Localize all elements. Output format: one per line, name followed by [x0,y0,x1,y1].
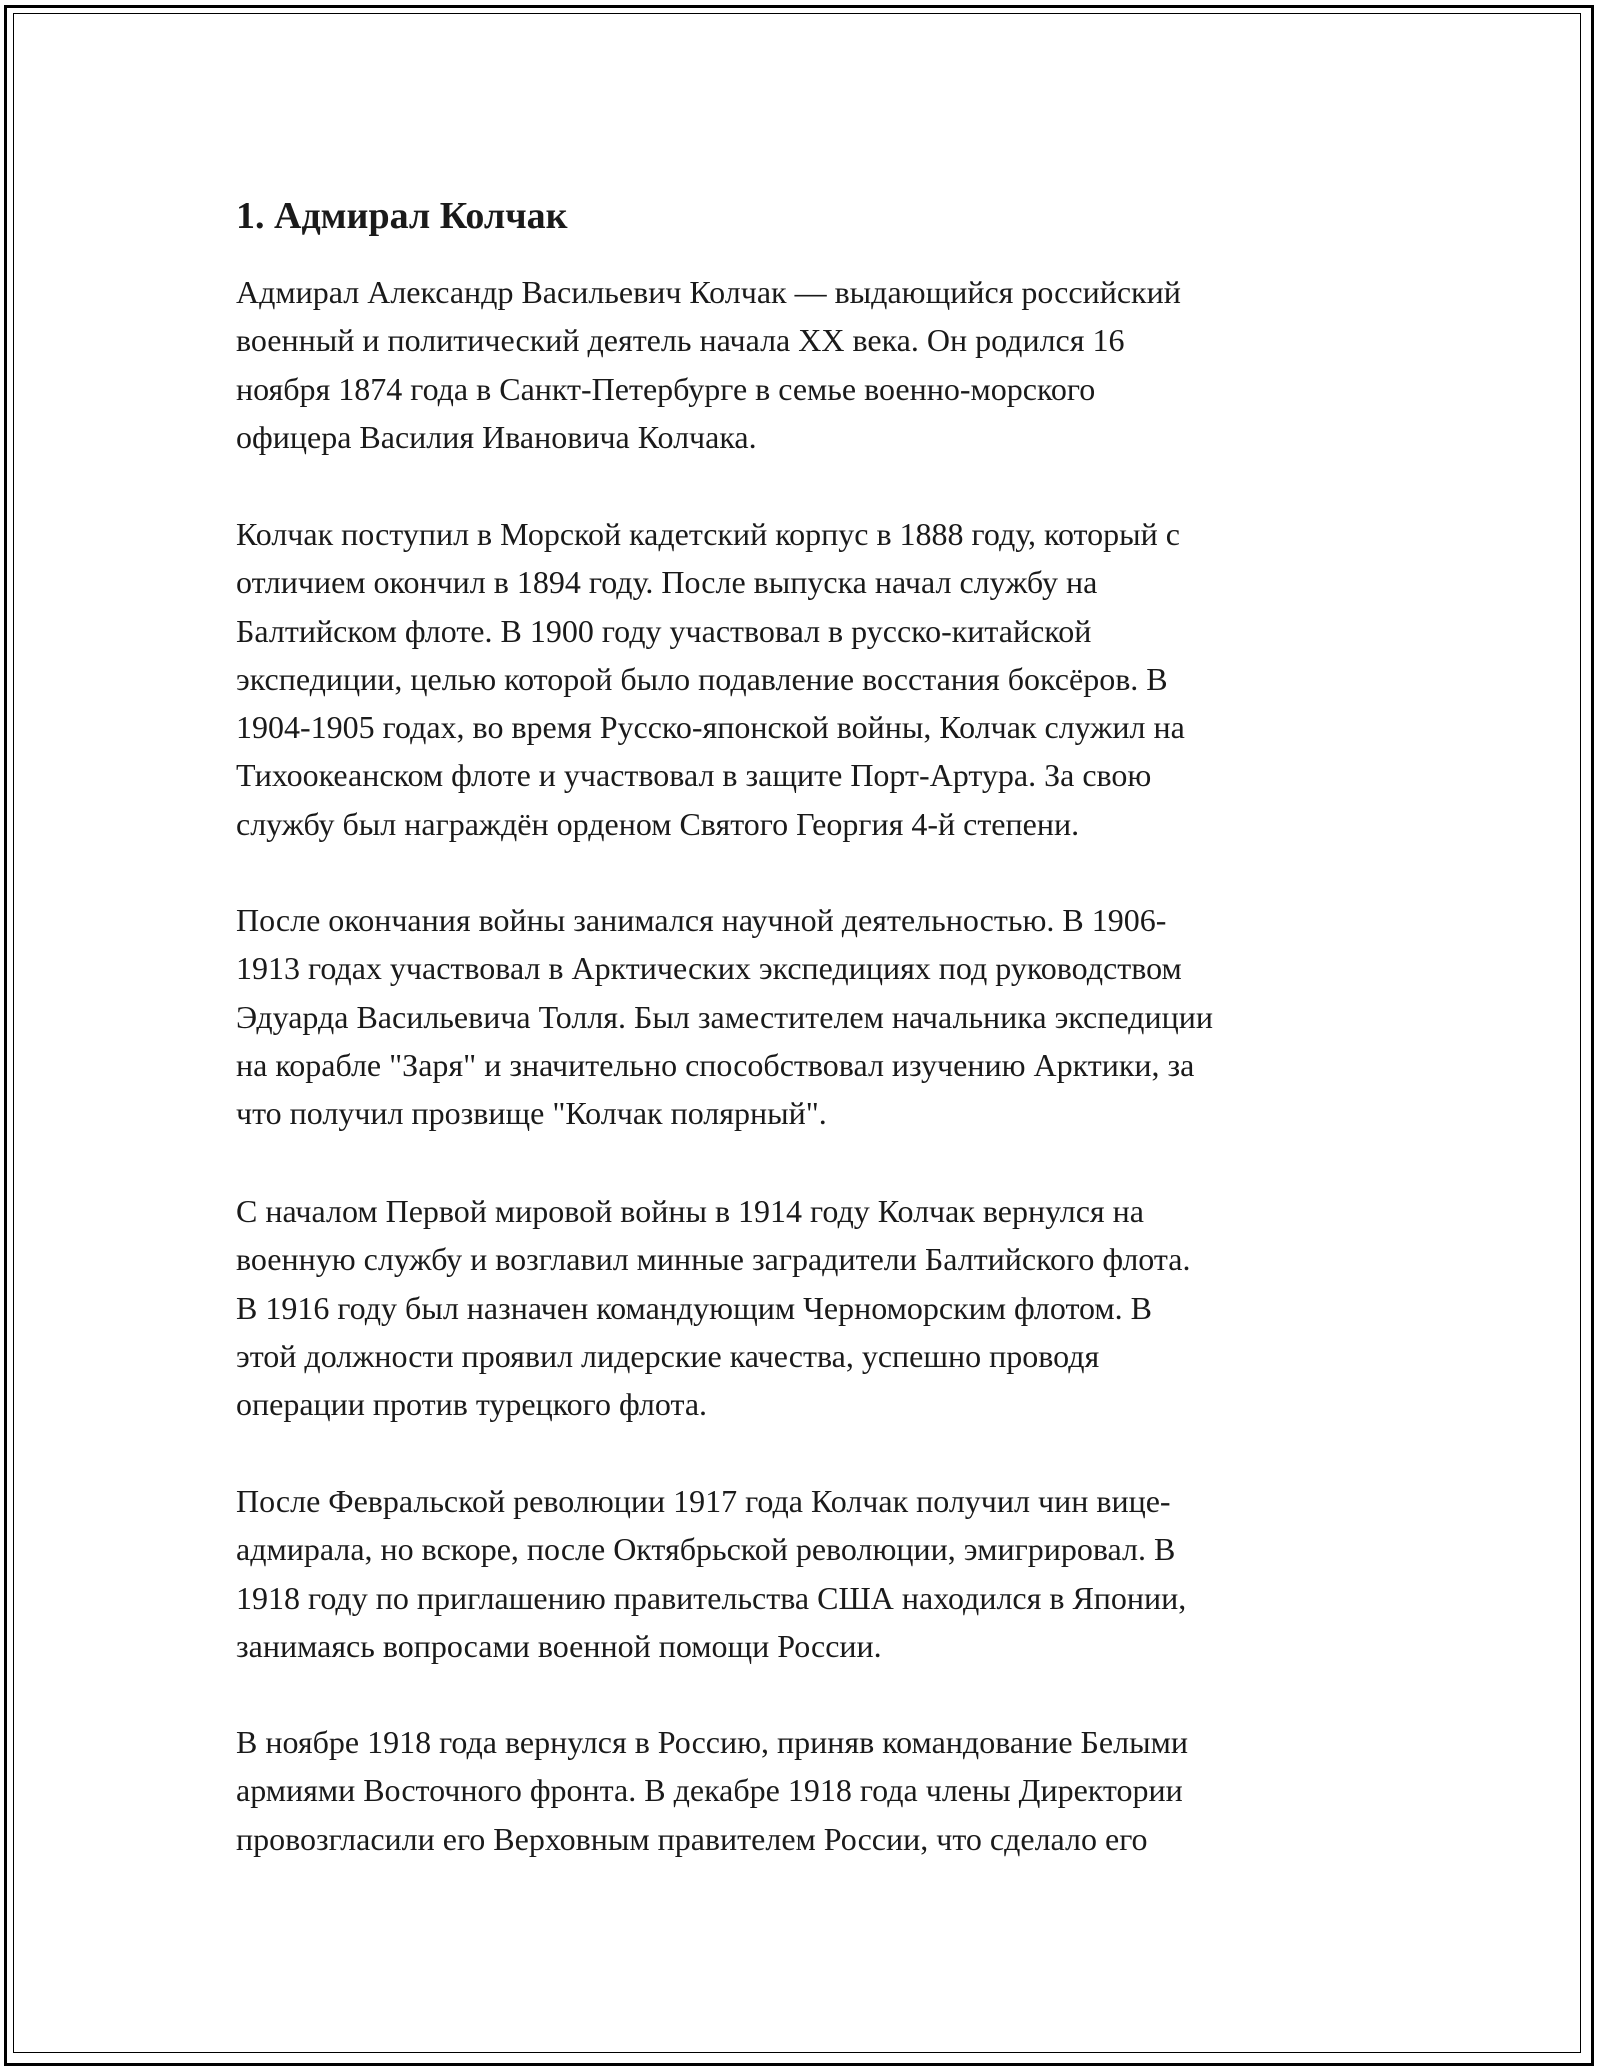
text-line: 1918 году по приглашению правительства США находился в Японии, [236,1579,1187,1616]
paragraph-revolution [236,1477,1376,1670]
paragraph-early-career [236,510,1376,848]
text-line: ноября 1874 года в Санкт-Петербурге в семье военно-морского [236,370,1096,407]
text-line: этой должности проявил лидерские качества, успешно проводя [236,1337,1100,1374]
paragraph-world-war [236,1187,1376,1428]
text-line: провозгласили его Верховным правителем России, что сделало его [236,1820,1148,1857]
text-line: В ноябре 1918 года вернулся в Россию, приняв командование Белыми [236,1724,1188,1760]
text-line: военную службу и возглавил минные заградители Балтийского флота. [236,1241,1191,1278]
text-line: После окончания войны занимался научной деятельностью. В 1906- [236,902,1167,938]
text-line: 1904-1905 годах, во время Русско-японской войны, Колчак служил на [236,709,1185,746]
text-line: 1913 годах участвовал в Арктических экспедициях под руководством [236,950,1182,987]
text-line: армиями Восточного фронта. В декабре 1918 года члены Директории [236,1772,1183,1809]
section-title: 1. Адмирал Колчак [236,195,568,237]
paragraph-arctic [236,896,1376,1137]
text-line: адмирала, но вскоре, после Октябрьской революции, эмигрировал. В [236,1531,1176,1568]
text-line: что получил прозвище "Колчак полярный". [236,1095,827,1132]
text-line: операции против турецкого флота. [236,1386,708,1423]
text-line: Тихоокеанском флоте и участвовал в защите Порт-Артура. За свою [236,757,1152,794]
text-line: офицера Василия Ивановича Колчака. [236,418,757,455]
text-line: Балтийском флоте. В 1900 году участвовал в русско-китайской [236,612,1092,649]
paragraph-birth [236,268,1376,461]
text-line: на корабле "Заря" и значительно способствовал изучению Арктики, за [236,1046,1195,1083]
text-line: отличием окончил в 1894 году. После выпуска начал службу на [236,564,1098,601]
text-line: В 1916 году был назначен командующим Черноморским флотом. В [236,1289,1153,1326]
text-line: Эдуарда Васильевича Толля. Был заместителем начальника экспедиции [236,998,1213,1035]
text-line: службу был награждён орденом Святого Георгия 4-й степени. [236,805,1080,842]
text-line: Адмирал Александр Васильевич Колчак — выдающийся российский [236,274,1181,310]
text-line: После Февральской революции 1917 года Колчак получил чин вице- [236,1483,1171,1519]
text-line: экспедиции, целью которой было подавление восстания боксёров. В [236,660,1168,697]
paragraph-supreme-ruler [236,1718,1376,1863]
text-line: военный и политический деятель начала XX века. Он родился 16 [236,322,1125,359]
text-line: С началом Первой мировой войны в 1914 году Колчак вернулся на [236,1193,1144,1229]
text-line: занимаясь вопросами военной помощи России. [236,1627,882,1664]
text-line: Колчак поступил в Морской кадетский корпус в 1888 году, который с [236,516,1180,552]
